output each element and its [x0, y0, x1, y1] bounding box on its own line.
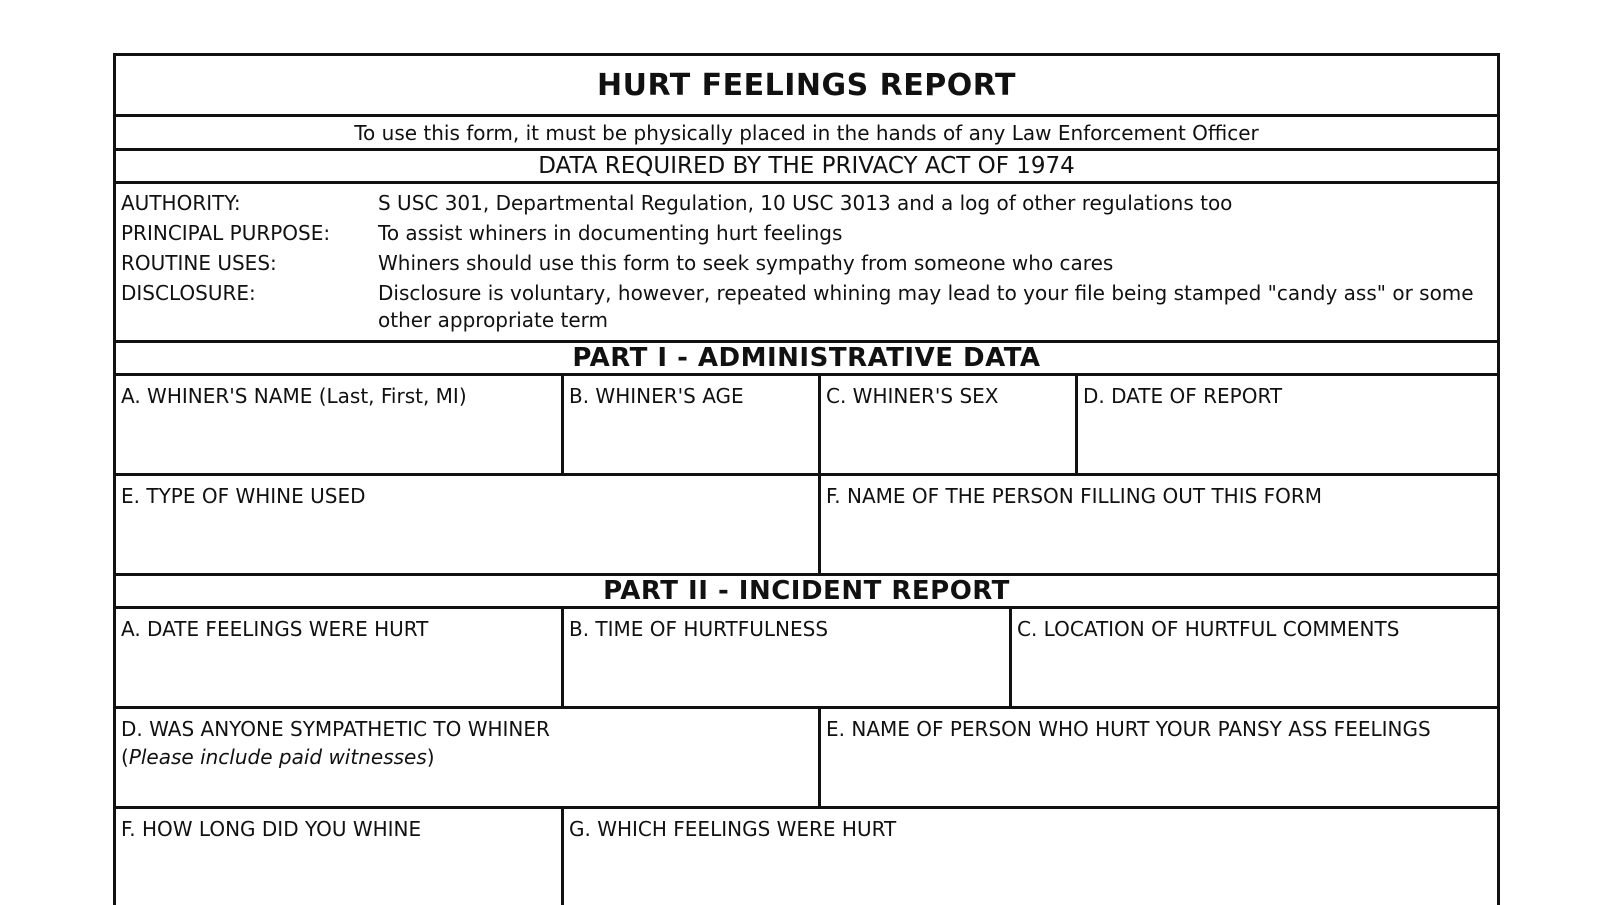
location-of-comments-label: C. LOCATION OF HURTFUL COMMENTS	[1017, 617, 1400, 641]
principal-purpose-text: To assist whiners in documenting hurt feelings	[378, 221, 843, 245]
whiners-sex-field[interactable]	[821, 376, 1078, 473]
date-feelings-hurt-field[interactable]	[116, 609, 564, 706]
time-of-hurtfulness-field[interactable]	[564, 609, 1012, 706]
paid-witnesses-note-text: Please include paid witnesses	[128, 745, 427, 769]
part-2-heading: PART II - INCIDENT REPORT	[116, 576, 1497, 609]
how-long-whine-label: F. HOW LONG DID YOU WHINE	[121, 817, 422, 841]
whiners-name-label: A. WHINER'S NAME (Last, First, MI)	[121, 384, 467, 408]
person-filling-form-field[interactable]	[821, 476, 1497, 573]
part-1-heading: PART I - ADMINISTRATIVE DATA	[116, 343, 1497, 376]
which-feelings-hurt-field[interactable]	[564, 809, 1497, 905]
privacy-principal-purpose	[121, 218, 1492, 248]
privacy-act-header: DATA REQUIRED BY THE PRIVACY ACT OF 1974	[116, 151, 1497, 184]
paid-witnesses-note-open: (	[121, 745, 129, 769]
routine-uses-text: Whiners should use this form to seek sympathy from someone who cares	[378, 251, 1114, 275]
privacy-routine-uses	[121, 248, 1492, 278]
privacy-disclosure	[121, 278, 1492, 334]
routine-uses-label: ROUTINE USES:	[121, 251, 277, 275]
paid-witnesses-note-close: )	[426, 745, 435, 769]
sympathetic-witness-label: D. WAS ANYONE SYMPATHETIC TO WHINER	[121, 717, 550, 741]
privacy-authority	[121, 188, 1492, 218]
form-title: HURT FEELINGS REPORT	[116, 56, 1497, 117]
how-long-whine-field[interactable]	[116, 809, 564, 905]
privacy-act-section	[116, 184, 1497, 343]
authority-label: AUTHORITY:	[121, 191, 241, 215]
person-who-hurt-label: E. NAME OF PERSON WHO HURT YOUR PANSY ASS FEELINGS	[826, 717, 1431, 741]
location-of-comments-field[interactable]	[1012, 609, 1497, 706]
date-of-report-field[interactable]	[1078, 376, 1497, 473]
whiners-age-label: B. WHINER'S AGE	[569, 384, 744, 408]
form-instruction: To use this form, it must be physically placed in the hands of any Law Enforcement Officer	[116, 117, 1497, 151]
date-feelings-hurt-label: A. DATE FEELINGS WERE HURT	[121, 617, 429, 641]
principal-purpose-label: PRINCIPAL PURPOSE:	[121, 221, 331, 245]
time-of-hurtfulness-label: B. TIME OF HURTFULNESS	[569, 617, 829, 641]
type-of-whine-label: E. TYPE OF WHINE USED	[121, 484, 366, 508]
hurt-feelings-form	[113, 53, 1500, 905]
whiners-sex-label: C. WHINER'S SEX	[826, 384, 999, 408]
part-2-row-1	[116, 609, 1497, 709]
part-1-row-1	[116, 376, 1497, 476]
type-of-whine-field[interactable]	[116, 476, 821, 573]
person-filling-form-label: F. NAME OF THE PERSON FILLING OUT THIS FORM	[826, 484, 1323, 508]
part-2-row-3	[116, 809, 1497, 905]
disclosure-label: DISCLOSURE:	[121, 281, 256, 305]
whiners-age-field[interactable]	[564, 376, 821, 473]
disclosure-text: Disclosure is voluntary, however, repeated whining may lead to your file being stamped "candy ass" or some other appropriate term	[378, 281, 1474, 332]
which-feelings-hurt-label: G. WHICH FEELINGS WERE HURT	[569, 817, 897, 841]
whiners-name-field[interactable]	[116, 376, 564, 473]
part-1-row-2	[116, 476, 1497, 576]
person-who-hurt-field[interactable]	[821, 709, 1497, 806]
authority-text: S USC 301, Departmental Regulation, 10 USC 3013 and a log of other regulations too	[378, 191, 1233, 215]
part-2-row-2	[116, 709, 1497, 809]
paid-witnesses-note	[121, 743, 813, 771]
date-of-report-label: D. DATE OF REPORT	[1083, 384, 1283, 408]
sympathetic-witness-field[interactable]	[116, 709, 821, 806]
